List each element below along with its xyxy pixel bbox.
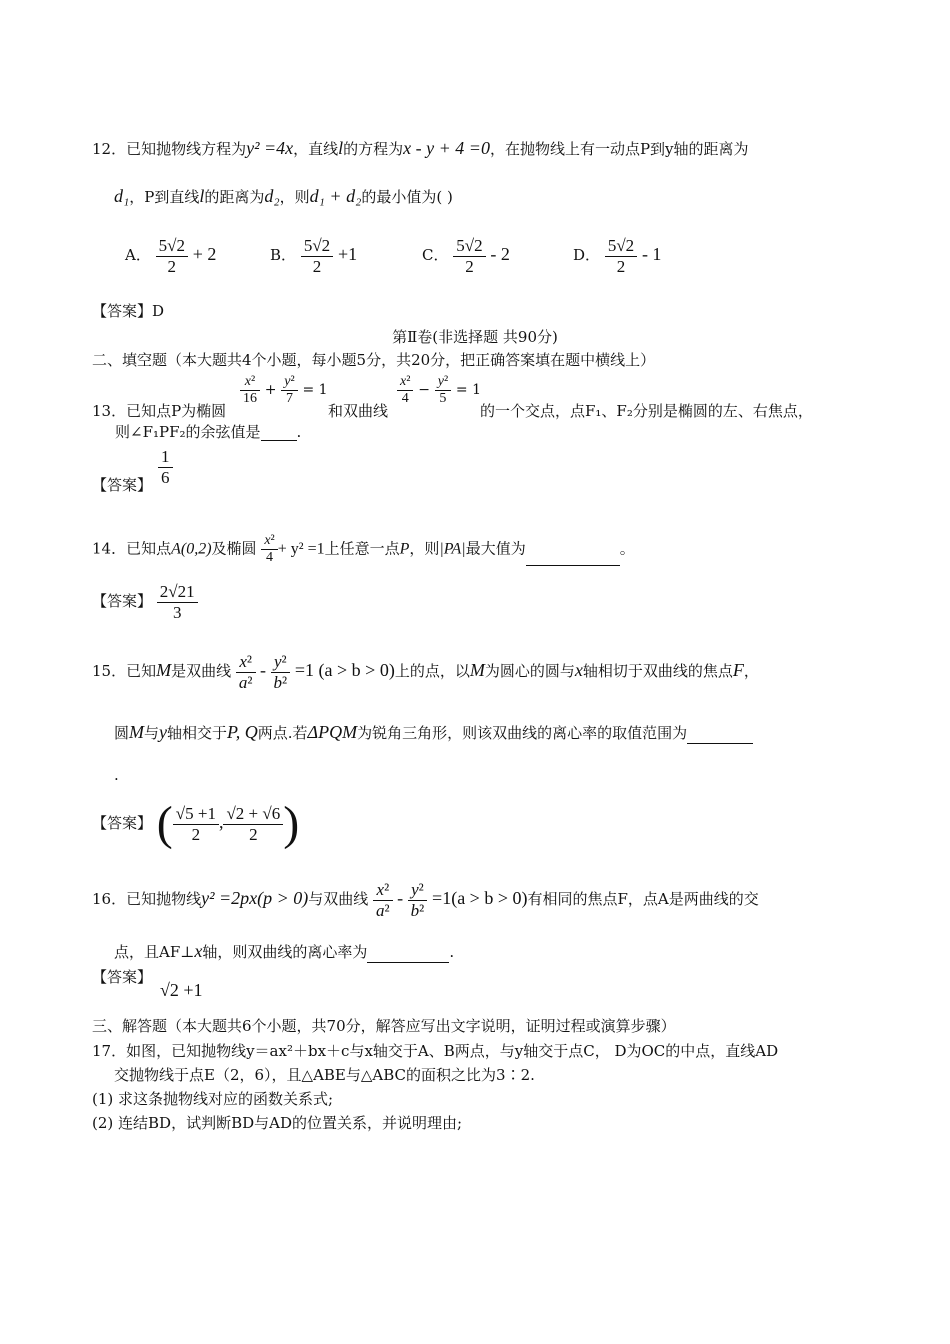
q12-text: ，P到直线: [129, 188, 200, 206]
q15-line1: 15．已知M是双曲线 $\frac{\text{x²}}{\text{a²}}$ - $\frac{\text{y²}}{\text{b²}}$ =1 (a > b > 0)上的点，以M为圆心的圆与x轴相切于双曲线的焦点F，: [92, 652, 759, 692]
q14-point-p: P: [399, 540, 410, 558]
option-tail: - 1: [641, 244, 662, 265]
frac-den: 4: [266, 550, 274, 566]
section2-title: [0, 328, 950, 346]
q12-parabola-eq: y² =4x: [246, 138, 294, 158]
frac-den: 2: [465, 256, 474, 276]
q12-d2: d₂: [264, 186, 280, 206]
frac-den: 2: [312, 256, 322, 276]
q15-pq: P, Q: [227, 722, 258, 742]
q16-answer-value: [160, 980, 203, 1002]
frac-num: x²: [373, 880, 393, 901]
q12-d1: d₁: [114, 186, 130, 206]
q15-line2: [114, 722, 753, 744]
answer-value: D: [152, 302, 165, 320]
answer-label: 【答案】: [92, 476, 153, 494]
q12-text: ，直线: [293, 140, 339, 158]
option-fraction: [156, 236, 188, 276]
frac-num: y²: [281, 374, 297, 391]
q13-text: 的一个交点，点F₁、F₂分别是椭圆的左、右焦点，: [480, 402, 813, 420]
option-letter: A．: [125, 246, 151, 265]
q12-text: 的距离为: [204, 188, 265, 206]
q15-text: ，: [743, 662, 759, 681]
frac-num: 2√21: [157, 582, 198, 603]
frac-den: 5: [439, 391, 447, 407]
frac-num: x²: [397, 374, 413, 391]
q15-text: 是双曲线: [171, 662, 232, 681]
frac-num: √5 +1: [173, 804, 219, 825]
frac-num: 1: [158, 447, 173, 468]
q12-text: ，在抛物线上有一动点P到y轴的距离为: [489, 140, 749, 158]
plus-sign: +: [264, 382, 277, 399]
q17-text: 交抛物线于点E（2，6），且△ABE与△ABC的面积之比为3∶2.: [114, 1066, 535, 1084]
frac: [435, 374, 451, 407]
right-paren: ): [283, 797, 300, 850]
frac-den: b²: [273, 672, 288, 692]
q16-text: 点，且AF⊥: [114, 943, 195, 961]
section3-heading: [92, 1017, 676, 1035]
q15-text: 上的点，以: [394, 662, 470, 681]
q15-y: y: [159, 722, 168, 742]
q15-m: M: [129, 722, 145, 742]
frac-den: a²: [376, 900, 390, 920]
answer-label: 【答案】: [92, 814, 153, 832]
frac-den: 3: [172, 602, 182, 622]
frac-den: 6: [161, 467, 170, 487]
left-paren: (: [156, 797, 173, 850]
q16-text: 16．已知抛物线: [92, 890, 202, 909]
frac-num: y²: [408, 880, 428, 901]
frac-den: 2: [191, 824, 201, 844]
q16-answer: [92, 968, 152, 986]
q13-ellipse: [240, 374, 328, 407]
q13-text: 13．已知点P为椭圆: [92, 402, 227, 420]
option-letter: D．: [573, 246, 601, 265]
frac-num: x²: [236, 652, 256, 673]
q15-x: x: [574, 660, 583, 681]
q14-line1: [92, 533, 635, 566]
frac-den: 2: [616, 256, 626, 276]
q14-text: 。: [619, 539, 635, 558]
frac-num: y²: [435, 374, 451, 391]
q16-text: 轴，则双曲线的离心率为: [202, 943, 368, 961]
q15-text: 轴相切于双曲线的焦点: [582, 662, 733, 681]
q12-option-a: [125, 236, 216, 276]
frac-num: 5√2: [301, 236, 333, 257]
q12-line2: [114, 186, 453, 208]
frac-den: 2: [167, 256, 177, 276]
frac-den: 2: [249, 824, 258, 844]
frac-num: 5√2: [605, 236, 637, 257]
q15-eq-tail: =1 (a > b > 0): [294, 660, 395, 681]
q13-hyperbola: [397, 374, 481, 407]
frac: [240, 374, 260, 407]
answer-blank[interactable]: [261, 426, 297, 441]
frac-num: y²: [271, 652, 291, 673]
q12-sum: d₁ + d₂: [309, 186, 362, 206]
answer-fraction: [158, 447, 173, 487]
q16-parabola: y² =2px(p > 0): [201, 888, 309, 909]
q12-option-c: [422, 236, 510, 276]
q15-text: 15．已知: [92, 662, 157, 681]
q13-tail: [480, 402, 813, 420]
frac-num: 5√2: [453, 236, 485, 257]
q15-f: F: [732, 660, 744, 681]
q12-line-l: l: [199, 186, 205, 206]
q16-x: x: [194, 941, 203, 961]
option-fraction: [605, 236, 637, 276]
q15-triangle: ΔPQM: [307, 722, 358, 742]
q14-text: 最大值为: [465, 539, 526, 558]
q16-text: 有相同的焦点F，点A是两曲线的交: [527, 890, 759, 909]
q17-text: 17．如图，已知抛物线y＝ax²＋bx＋c与x轴交于A、B两点，与y轴交于点C， D为OC的中点，直线AD: [92, 1042, 779, 1060]
option-fraction: [301, 236, 333, 276]
q14-text: 14．已知点: [92, 539, 172, 558]
section3-heading-text: 三、解答题（本大题共6个小题，共70分，解答应写出文字说明，证明过程或演算步骤）: [92, 1017, 676, 1035]
q13-text: 和双曲线: [328, 402, 389, 420]
frac: [236, 652, 256, 692]
q12-option-d: [573, 236, 661, 276]
frac: [373, 880, 393, 920]
option-tail: + 2: [192, 244, 217, 265]
q17-text: (2) 连结BD，试判断BD与AD的位置关系，并说明理由;: [92, 1114, 463, 1132]
option-letter: B．: [270, 246, 297, 265]
answer-value: √2 +1: [160, 980, 203, 1000]
q14-text: ，则: [409, 539, 440, 558]
q14-text: 及椭圆: [211, 539, 257, 558]
q13-answer: [92, 476, 152, 494]
q14-text: 上任意一点: [324, 539, 400, 558]
frac: [271, 652, 291, 692]
q15-text: .: [114, 766, 119, 784]
frac-num: x²: [261, 533, 277, 550]
frac-den: b²: [410, 900, 425, 920]
q15-m: M: [156, 660, 172, 681]
q12-line1: [92, 138, 749, 160]
option-fraction: [453, 236, 485, 276]
q15-text: 两点.若: [257, 724, 308, 742]
q16-text: 与双曲线: [308, 890, 369, 909]
answer-label: 【答案】: [92, 968, 153, 986]
option-tail: - 2: [490, 244, 510, 265]
q15-line3: [114, 766, 119, 784]
q12-text: 的方程为: [343, 140, 404, 158]
frac-den: 7: [286, 391, 293, 407]
frac-num: 5√2: [156, 236, 188, 257]
q14-pa: |PA|: [439, 540, 466, 558]
answer-label: 【答案】: [92, 302, 153, 320]
q12-option-b: [270, 236, 357, 276]
q17-line2: [114, 1066, 535, 1084]
answer-blank[interactable]: [687, 729, 753, 744]
answer-fraction: [223, 804, 283, 844]
q15-text: 为锐角三角形，则该双曲线的离心率的取值范围为: [357, 724, 688, 742]
section2-heading: [92, 351, 655, 369]
frac-den: 4: [401, 391, 409, 407]
equals-one: = 1: [302, 382, 328, 399]
frac: [408, 880, 428, 920]
q13-mid: [328, 402, 388, 420]
answer-fraction: [173, 804, 219, 844]
section2-heading-text: 二、填空题（本大题共4个小题，每小题5分，共20分，把正确答案填在题中横线上）: [92, 351, 656, 369]
q15-text: 轴相交于: [167, 724, 228, 742]
q13-text: 则∠F₁PF₂的余弦值是: [115, 423, 261, 441]
q15-m: M: [469, 660, 485, 681]
section2-title-text: 第Ⅱ卷(非选择题 共90分): [392, 328, 558, 346]
q12-prefix: 12．已知抛物线方程为: [92, 140, 247, 158]
minus-sign: −: [418, 382, 430, 399]
q16-eq-tail: =1(a > b > 0): [432, 888, 528, 909]
frac-num: √2 + √6: [223, 804, 283, 825]
option-letter: C．: [422, 246, 449, 265]
q15-text: 为圆心的圆与: [484, 662, 575, 681]
q12-line-l: l: [338, 138, 344, 158]
q17-line1: [92, 1042, 778, 1060]
q14-ellipse: + y² =1: [277, 540, 325, 558]
answer-blank[interactable]: [526, 551, 620, 566]
q17-text: (1) 求这条抛物线对应的函数关系式;: [92, 1090, 334, 1108]
q12-line-eq: x - y + 4 =0: [403, 138, 490, 158]
answer-fraction: [157, 582, 198, 622]
equals-one: = 1: [455, 382, 482, 399]
q13-line2: [115, 423, 301, 441]
frac-den: 16: [243, 391, 257, 407]
q12-answer: [92, 302, 164, 320]
option-tail: +1: [337, 244, 358, 265]
frac: [261, 533, 277, 566]
q15-text: 与: [144, 724, 160, 742]
q16-line2: [114, 941, 454, 963]
q13-line1: [92, 402, 226, 420]
q15-text: 圆: [114, 724, 130, 742]
comma: ,: [218, 812, 224, 832]
frac: [281, 374, 297, 407]
q17-part1: [92, 1090, 333, 1108]
q12-text: ，则: [279, 188, 310, 206]
frac: [397, 374, 413, 407]
frac-den: a²: [238, 672, 253, 692]
q14-answer: [92, 582, 198, 622]
q12-text: 的最小值为( ): [361, 188, 453, 206]
answer-label: 【答案】: [92, 592, 153, 611]
answer-blank[interactable]: [367, 948, 449, 963]
q13-text: .: [296, 423, 302, 441]
frac-num: x²: [240, 374, 260, 391]
q16-text: .: [449, 943, 455, 961]
q17-part2: [92, 1114, 462, 1132]
q15-answer: [92, 797, 300, 850]
q16-line1: 16．已知抛物线y² =2px(p > 0)与双曲线 $\frac{\text{x²}}{\text{a²}}$ - $\frac{\text{y²}}{\text{b²}}$ =1(a > b > 0)有相同的焦点F，点A是两曲线的交: [92, 880, 759, 920]
q13-answer-value: [158, 447, 173, 487]
q14-point-a: A(0,2): [171, 540, 212, 558]
